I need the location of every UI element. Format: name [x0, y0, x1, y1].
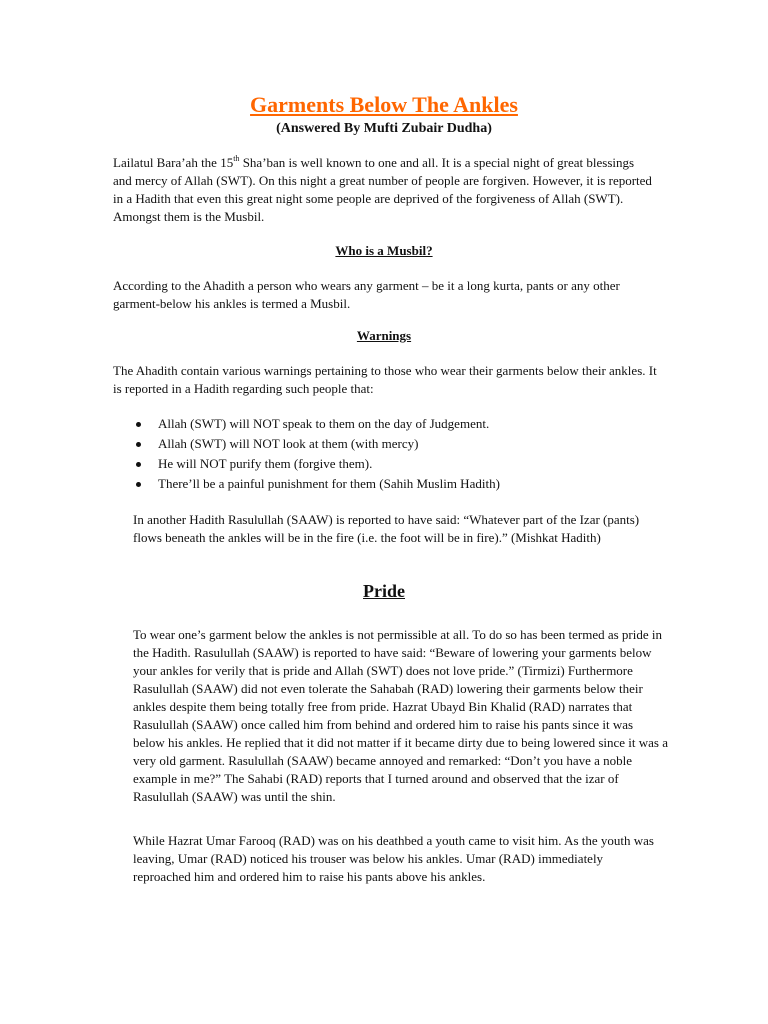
heading-pride: Pride	[363, 581, 405, 601]
musbil-paragraph: According to the Ahadith a person who wears any garment – be it a long kurta, pants or any other garment-below his ankles is termed a Musbil.	[113, 278, 620, 311]
pride-paragraph: To wear one’s garment below the ankles is not permissible at all. To do so has been termed as pride in the Hadith. Rasulullah (SAAW) is reported to have said: “Beware of lowering your garments below your ankles for verily that is pride and Allah (SWT) does not love pride.” (Tirmizi) Furthermore Rasulullah (SAAW) did not even tolerate the Sahabah (RAD) lowering their garments below their ankles despite them being totally free from pride. Hazrat Ubayd Bin Khalid (RAD) narrates that Rasulullah (SAAW) once called him from behind and ordered him to raise his pants since it was below his ankles. He replied that it did not matter if it became dirty due to being lowered since it was a very old garment. Rasulullah (SAAW) became annoyed and remarked: “Don’t you have a noble example in me?” The Sahabi (RAD) reports that I turned around and observed that the izar of Rasulullah (SAAW) was until the shin.	[133, 627, 669, 804]
bullet-icon	[136, 482, 141, 487]
document-subtitle: (Answered By Mufti Zubair Dudha)	[276, 121, 492, 136]
heading-warnings: Warnings	[356, 328, 412, 343]
umar-paragraph: While Hazrat Umar Farooq (RAD) was on his deathbed a youth came to visit him. As the youth was leaving, Umar (RAD) noticed his trouser was below his ankles. Umar (RAD) immediately reproached him and ordered him to raise his pants above his ankles.	[133, 833, 654, 884]
intro-paragraph: Lailatul Bara’ah the 15th Sha’ban is well known to one and all. It is a special night of great blessings and mercy of Allah (SWT). On this night a great number of people are forgiven. However, it is reported in a Hadith that even this great night some people are deprived of the forgiveness of Allah (SWT). Amongst them is the Musbil.	[113, 153, 652, 224]
warnings-list	[133, 415, 653, 495]
bullet-icon	[136, 422, 141, 427]
another-hadith-paragraph: In another Hadith Rasulullah (SAAW) is reported to have said: “Whatever part of the Izar (pants) flows beneath the ankles will be in the fire (i.e. the foot will be in fire).” (Mishkat Hadith)	[133, 512, 640, 545]
bullet-icon	[136, 442, 141, 447]
bullet-icon	[136, 462, 141, 467]
list-item: Allah (SWT) will NOT look at them (with mercy)	[133, 435, 653, 455]
list-item: He will NOT purify them (forgive them).	[133, 455, 653, 475]
warnings-paragraph: The Ahadith contain various warnings pertaining to those who wear their garments below their ankles. It is reported in a Hadith regarding such people that:	[113, 363, 657, 396]
list-item: There’ll be a painful punishment for them (Sahih Muslim Hadith)	[133, 475, 653, 495]
heading-who-is-musbil: Who is a Musbil?	[335, 243, 433, 258]
document-title: Garments Below The Ankles	[250, 92, 518, 117]
list-item: Allah (SWT) will NOT speak to them on the day of Judgement.	[133, 415, 653, 435]
